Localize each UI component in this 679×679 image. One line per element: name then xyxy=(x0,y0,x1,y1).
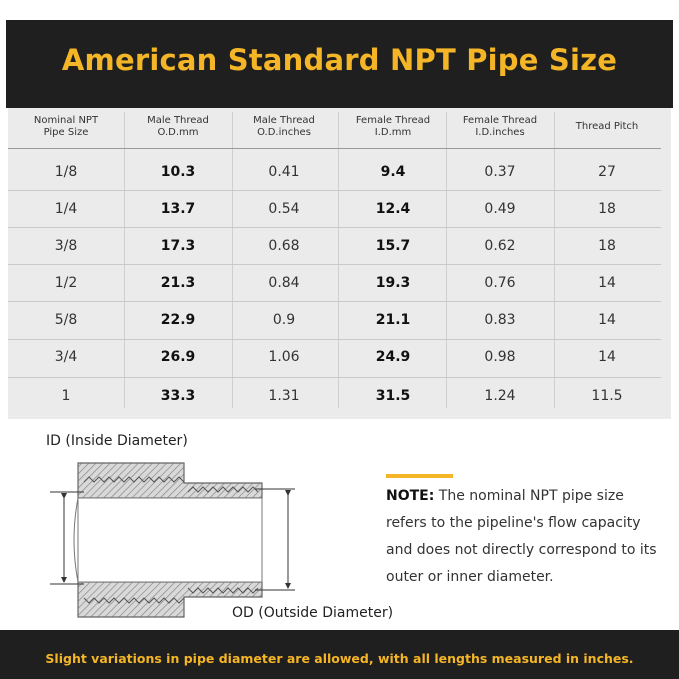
note-text xyxy=(386,483,661,591)
row-divider xyxy=(8,377,661,378)
table-cell: 21.3 xyxy=(160,275,196,291)
column-header-line: Male Thread xyxy=(147,115,209,126)
row-divider xyxy=(8,301,661,302)
row-divider xyxy=(8,227,661,228)
table-cell: 1/2 xyxy=(54,275,78,291)
header-divider xyxy=(8,148,661,149)
row-divider xyxy=(8,190,661,191)
column-header xyxy=(126,115,230,139)
table-cell: 21.1 xyxy=(375,312,411,328)
table-cell: 11.5 xyxy=(591,388,623,404)
table-cell: 0.37 xyxy=(484,164,516,180)
column-header-line: O.D.inches xyxy=(257,127,311,138)
table-cell: 12.4 xyxy=(375,201,411,217)
table-cell: 14 xyxy=(598,349,616,365)
column-divider xyxy=(338,112,339,408)
table-cell: 3/4 xyxy=(54,349,78,365)
table-cell: 13.7 xyxy=(160,201,196,217)
table-cell: 14 xyxy=(598,275,616,291)
column-header-line: Pipe Size xyxy=(43,127,89,138)
table-cell: 24.9 xyxy=(375,349,411,365)
table-cell: 0.76 xyxy=(484,275,516,291)
table-cell: 0.9 xyxy=(272,312,296,328)
table-cell: 14 xyxy=(598,312,616,328)
column-header xyxy=(555,121,659,133)
table-cell: 1/8 xyxy=(54,164,78,180)
note-label: NOTE: xyxy=(386,488,435,504)
fitting-top-wall xyxy=(78,463,262,498)
column-header xyxy=(341,115,445,139)
note-accent-bar xyxy=(386,474,453,478)
column-header xyxy=(14,115,118,139)
table-cell: 15.7 xyxy=(375,238,411,254)
note-body: The nominal NPT pipe size refers to the pipeline's flow capacity and does not directly correspond to its outer or inner diameter. xyxy=(386,488,657,585)
table-cell: 0.68 xyxy=(268,238,300,254)
title-banner xyxy=(6,20,673,108)
column-header-line: O.D.mm xyxy=(157,127,199,138)
column-header-line: Thread Pitch xyxy=(575,121,639,132)
od-label: OD (Outside Diameter) xyxy=(232,605,394,621)
table-cell: 0.62 xyxy=(484,238,516,254)
table-cell: 31.5 xyxy=(375,388,411,404)
column-header-line: I.D.mm xyxy=(374,127,412,138)
table-cell: 0.98 xyxy=(484,349,516,365)
table-cell: 0.83 xyxy=(484,312,516,328)
footer-banner xyxy=(0,630,679,679)
column-header-line: Male Thread xyxy=(253,115,315,126)
column-divider xyxy=(124,112,125,408)
page-title: American Standard NPT Pipe Size xyxy=(61,43,618,77)
table-cell: 1.06 xyxy=(268,349,300,365)
table-cell: 10.3 xyxy=(160,164,196,180)
column-header xyxy=(232,115,336,139)
table-cell: 18 xyxy=(598,201,616,217)
table-cell: 1.31 xyxy=(268,388,300,404)
table-cell: 1 xyxy=(61,388,71,404)
table-cell: 0.54 xyxy=(268,201,300,217)
table-cell: 3/8 xyxy=(54,238,78,254)
table-cell: 0.84 xyxy=(268,275,300,291)
table-cell: 9.4 xyxy=(380,164,406,180)
column-header-line: Female Thread xyxy=(462,115,538,126)
column-divider xyxy=(446,112,447,408)
row-divider xyxy=(8,264,661,265)
table-cell: 17.3 xyxy=(160,238,196,254)
footer-text: Slight variations in pipe diameter are allowed, with all lengths measured in inches. xyxy=(45,651,634,666)
table-cell: 0.41 xyxy=(268,164,300,180)
table-cell: 26.9 xyxy=(160,349,196,365)
row-divider xyxy=(8,339,661,340)
column-header-line: Nominal NPT xyxy=(33,115,99,126)
table-cell: 27 xyxy=(598,164,616,180)
column-header-line: Female Thread xyxy=(355,115,431,126)
table-cell: 5/8 xyxy=(54,312,78,328)
table-cell: 33.3 xyxy=(160,388,196,404)
table-cell: 18 xyxy=(598,238,616,254)
table-cell: 22.9 xyxy=(160,312,196,328)
table-cell: 1.24 xyxy=(484,388,516,404)
table-cell: 19.3 xyxy=(375,275,411,291)
column-header-line: I.D.inches xyxy=(475,127,525,138)
id-label: ID (Inside Diameter) xyxy=(46,433,188,449)
table-cell: 1/4 xyxy=(54,201,78,217)
column-header xyxy=(448,115,552,139)
table-cell: 0.49 xyxy=(484,201,516,217)
